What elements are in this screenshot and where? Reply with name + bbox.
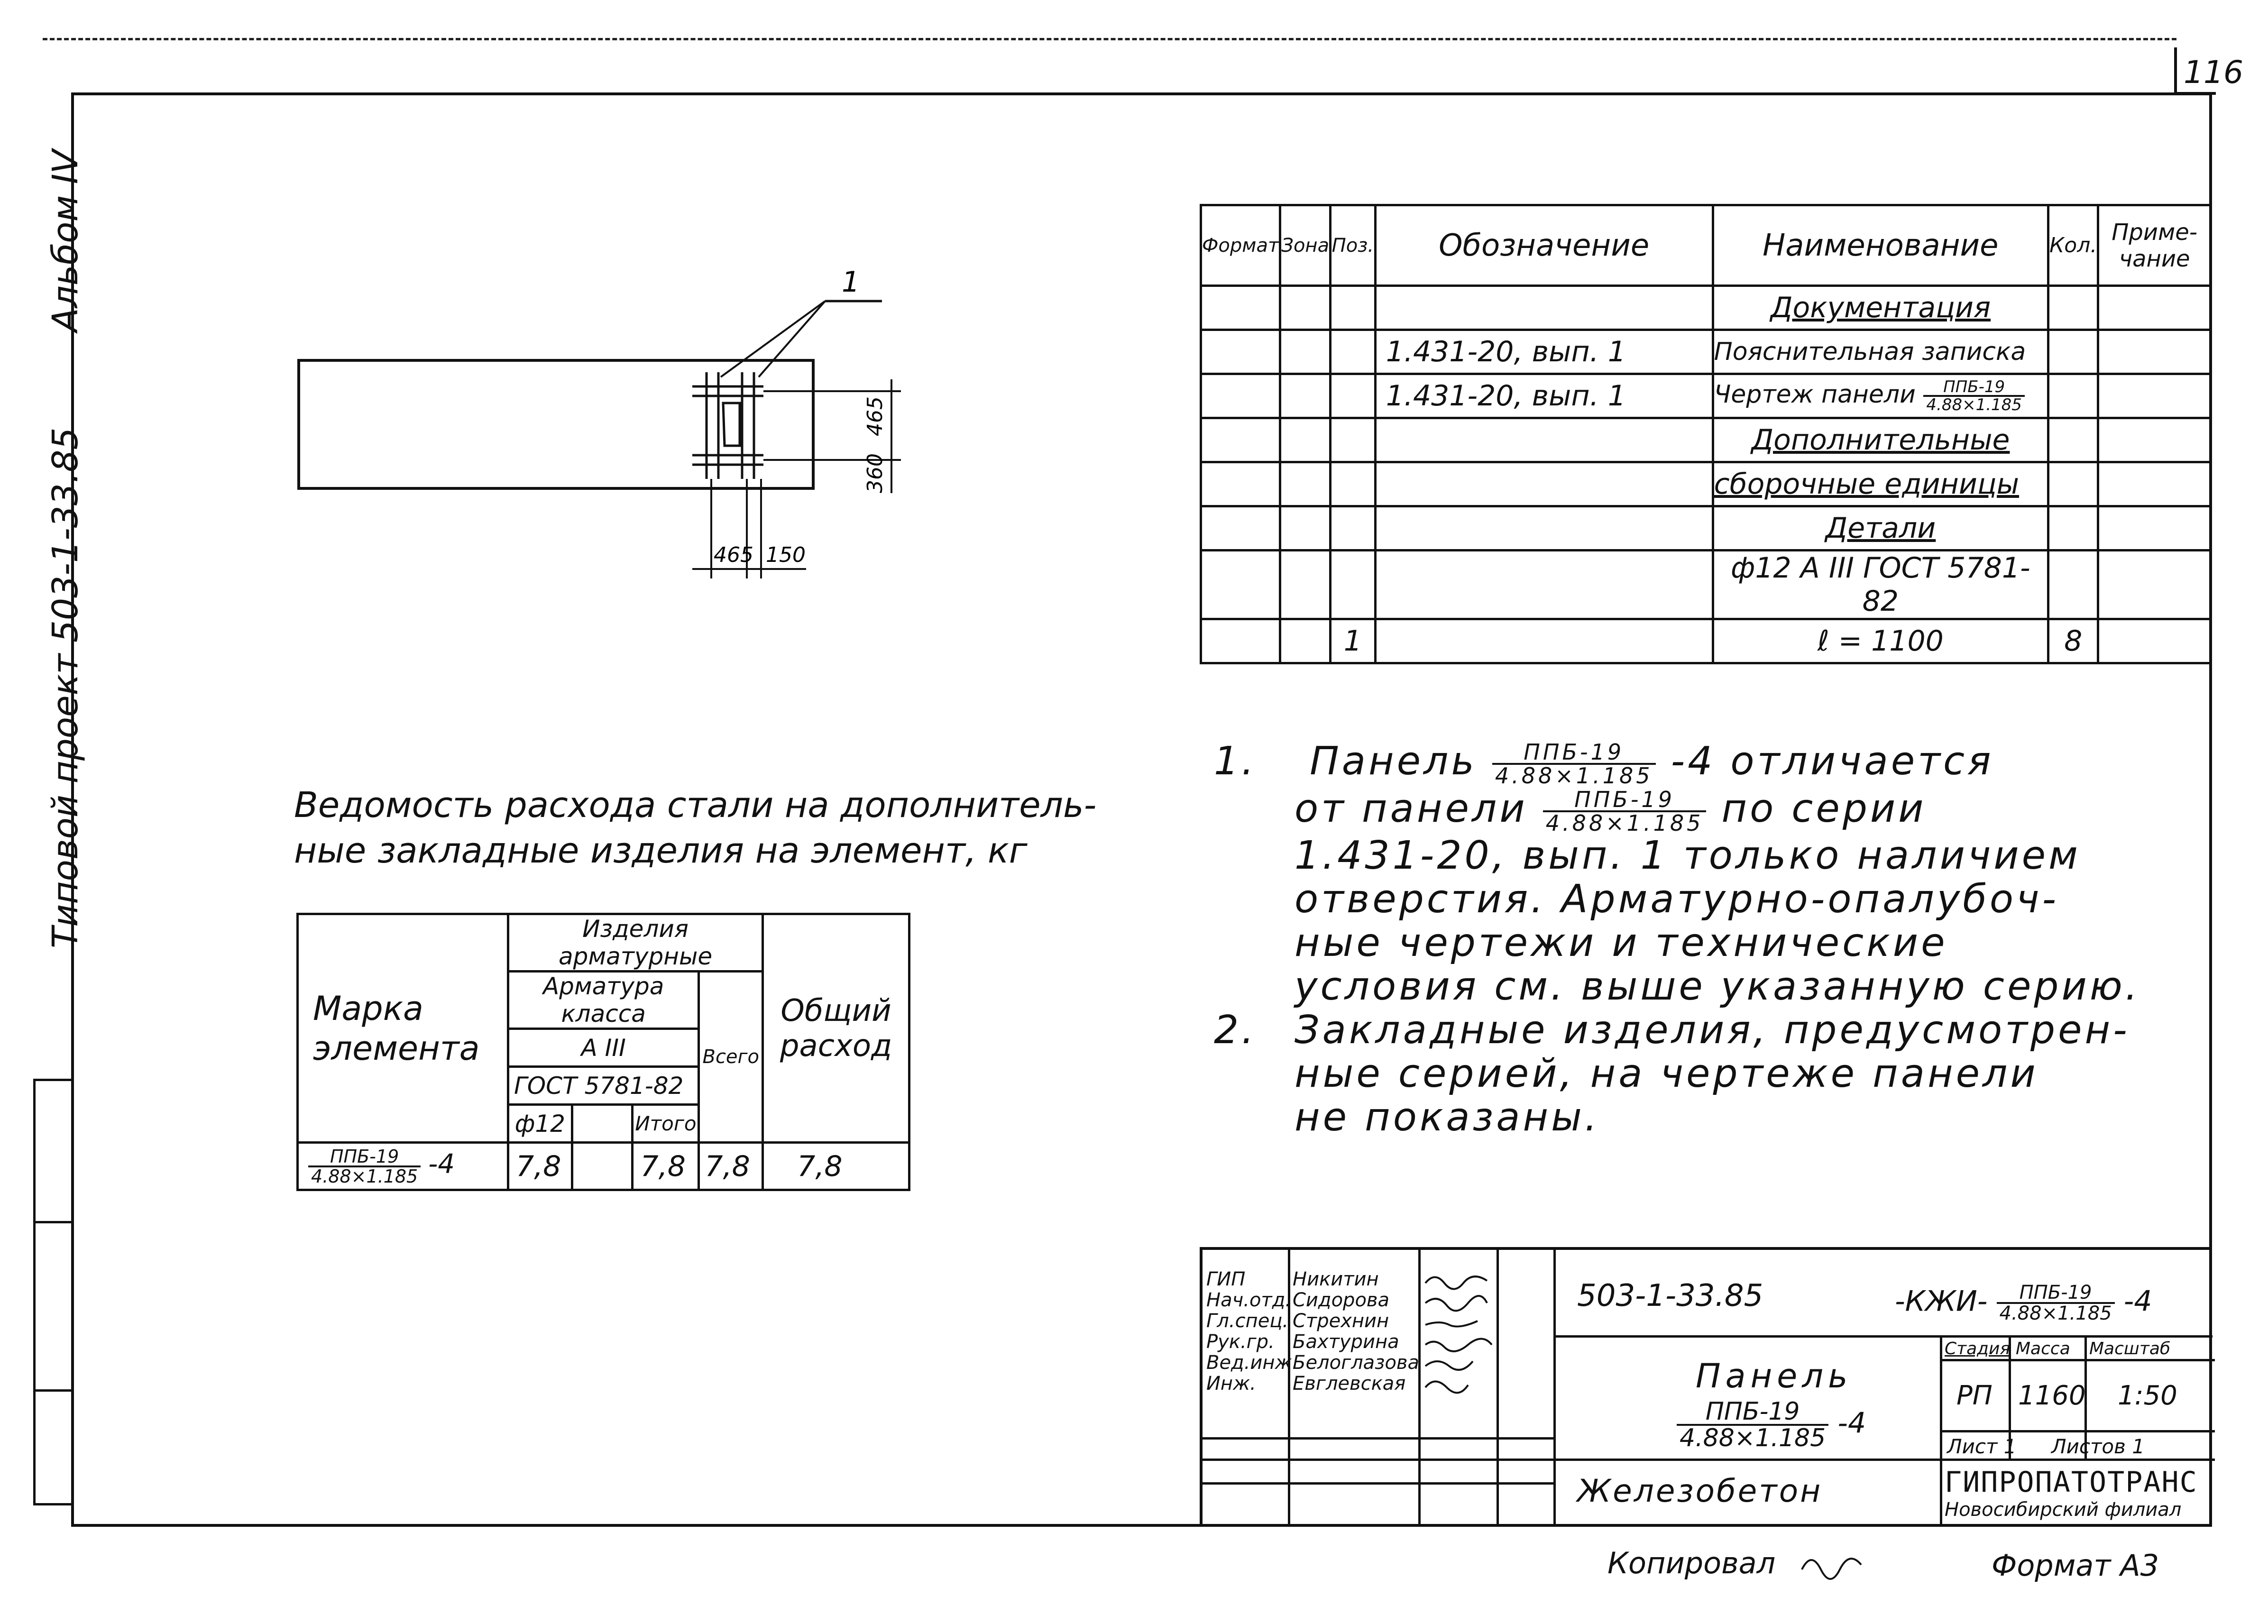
opening-outline (723, 403, 740, 446)
dim-h2: 150 (766, 543, 806, 567)
col-name: Наименование (1713, 205, 2048, 286)
spec-row: сборочные единицы (1201, 462, 2211, 506)
h-mass: Масса (2016, 1339, 2070, 1358)
names: Никитин Сидорова Стрехнин Бахтурина Белоглазова Евглевская (1293, 1268, 1420, 1395)
col-format: Формат (1201, 205, 1280, 286)
material: Железобетон (1577, 1473, 1823, 1509)
sheet-number: 116 (2184, 54, 2243, 91)
h-stage: Стадия (1945, 1339, 2011, 1358)
h-total: Общий расход (763, 914, 909, 1143)
h-items: Изделия арматурные (508, 914, 762, 972)
specification-table (1200, 204, 2212, 664)
callout-number: 1 (842, 266, 860, 299)
h-phi: ф12 (508, 1105, 572, 1143)
title-block (1200, 1247, 2212, 1527)
dim-v1: 360 (863, 453, 887, 493)
panel-outline (299, 360, 813, 488)
sheet-number-box (2174, 47, 2243, 95)
item-designation: $\frac{\text{ППБ-19}}{4.88\times 1.185}$ -4 (1677, 1399, 1866, 1450)
spec-row: 1 ℓ = 1100 8 (1201, 619, 2211, 663)
top-dashed-border (43, 38, 2176, 40)
stage: РП (1956, 1380, 1993, 1411)
h-vsego: Всего (699, 972, 763, 1143)
spec-row: 1.431-20, вып. 1 Чертеж панели $\frac{\text{ППБ-19}}{4.88\times 1.185}$ (1201, 374, 2211, 418)
h-scale: Масштаб (2089, 1339, 2171, 1358)
spec-row: Документация (1201, 286, 2211, 330)
doc-code: 503-1-33.85 (1577, 1278, 1763, 1313)
col-note: Приме-чание (2098, 205, 2211, 286)
project-label: Типовой проект 503-1-33.85 (45, 427, 86, 948)
org-branch: Новосибирский филиал (1945, 1499, 2182, 1521)
h-a3: А III (508, 1029, 698, 1067)
scale: 1:50 (2118, 1380, 2177, 1411)
h-itogo: Итого (633, 1105, 699, 1143)
spec-row: Дополнительные (1201, 418, 2211, 462)
spec-row: ф12 А III ГОСТ 5781-82 (1201, 551, 2211, 619)
spec-row: Детали (1201, 506, 2211, 551)
notes-block: 1. Панель $\frac{\text{ППБ-19}}{4.88\times 1.185}$ -4 отличается от панели $\frac{\text{ППБ-19}}{4.88\times 1.185}$ по серии 1.431-20, вып. 1 только наличием отверстия. Арматурно-опалубоч- ные чертежи и технические условия см. выше указанную серию. 2. Закладные изделия, предусмотрен- ные серией, на чертеже панели не показаны. (1214, 739, 2140, 1140)
steel-table (296, 913, 910, 1191)
roles: ГИП Нач.отд. Гл.спец. Рук.гр. Вед.инж. Инж. (1206, 1268, 1298, 1395)
col-zone: Зона (1280, 205, 1331, 286)
copier-signature (1797, 1546, 1864, 1584)
side-stamp-strip (33, 1079, 71, 1505)
steel-row: $\frac{\text{ППБ-19}}{4.88\times 1.185}$ -4 7,8 7,8 7,8 7,8 (298, 1143, 909, 1190)
dim-h1: 465 (714, 543, 753, 567)
sheets-label: Листов 1 (2051, 1435, 2145, 1458)
album-label: Альбом IV (45, 149, 86, 332)
sheet-label: Лист 1 (1947, 1435, 2017, 1458)
signatures (1421, 1269, 1497, 1397)
h-class: Арматура класса (508, 972, 698, 1029)
item-title: Панель (1696, 1357, 1853, 1395)
dim-v2: 465 (863, 396, 887, 436)
mass: 1160 (2018, 1380, 2086, 1411)
detail-drawing (266, 256, 929, 588)
col-pos: Поз. (1331, 205, 1376, 286)
steel-title: Ведомость расхода стали на дополнитель- ные закладные изделия на элемент, кг (294, 785, 1097, 871)
format-label: Формат А3 (1992, 1548, 2159, 1583)
copied-label: Копировал (1607, 1546, 1776, 1580)
col-designation: Обозначение (1375, 205, 1713, 286)
signature-grid (1203, 1250, 1558, 1525)
h-gost: ГОСТ 5781-82 (508, 1067, 698, 1105)
org-name: ГИПРОПАТОТРАНС (1945, 1466, 2198, 1499)
doc-code-suffix: -КЖИ- $\frac{\text{ППБ-19}}{4.88\times 1.185}$ -4 (1895, 1282, 2152, 1324)
h-mark: Марка элемента (298, 914, 508, 1143)
spec-row: 1.431-20, вып. 1 Пояснительная записка (1201, 330, 2211, 374)
col-qty: Кол. (2048, 205, 2098, 286)
